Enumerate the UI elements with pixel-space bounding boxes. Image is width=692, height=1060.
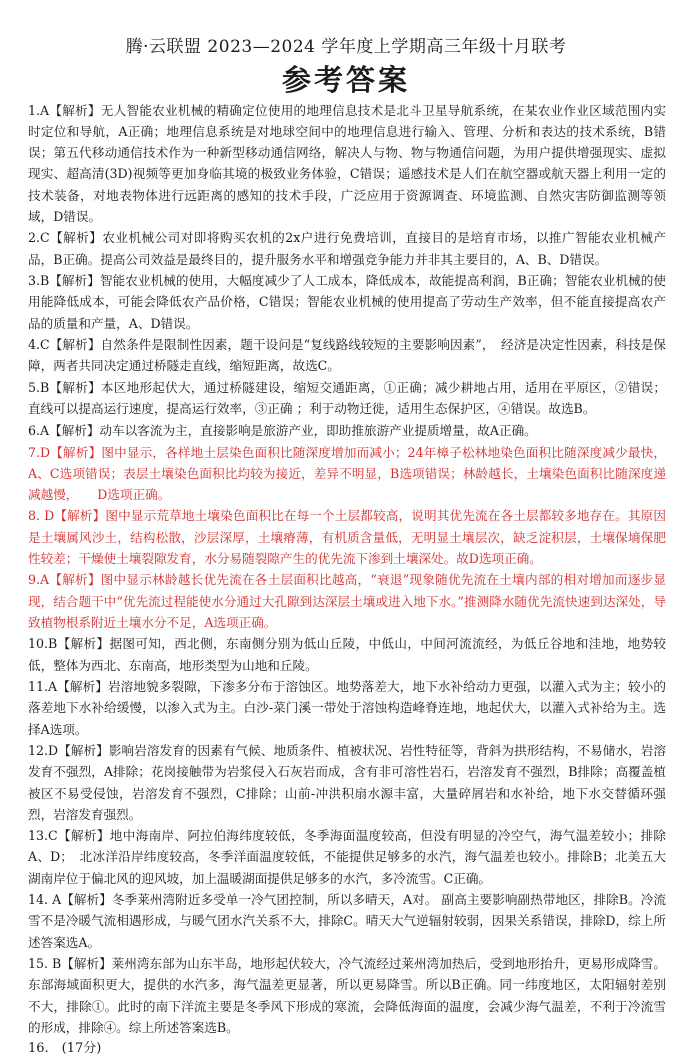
answer-item-14: 14. A【解析】冬季莱州湾附近多受单一冷气团控制，所以多晴天，A对。 副高主要影响副热带地区，排除B。冷流雪不是冷暖气流相遇形成，与暖气团水汽关系不大，排除C。晴天大气逆辐射较弱，因果关系错误，排除D，综上所述答案选A。 [28, 892, 666, 950]
answer-item-9: 9.A【解析】图中显示林龄越长优先流在各土层面积比越高，“衰退”现象随优先流在土壤内部的相对增加而逐步显现，结合题干中“优先流过程能使水分通过大孔隙到达深层土壤或进入地下水。”推测降水随优先流快速到达深处，导致植物根系附近土壤水分不足，A选项正确。 [28, 572, 666, 630]
answer-item-8: 8. D【解析】图中显示荒草地土壤染色面积比在每一个土层都较高，说明其优先流在各土层都较多地存在。其原因是土壤属风沙土，结构松散，沙层深厚，土壤瘠薄，有机质含量低，无明显土壤层次，缺乏淀积层，土壤保墒保肥性较差；干燥使土壤裂隙发育，水分易随裂隙产生的优先流下渗到土壤深处。故D选项正确。 [28, 508, 666, 566]
answer-list [28, 100, 666, 1060]
answer-item-12: 12.D【解析】影响岩溶发育的因素有气候、地质条件、植被状况、岩性特征等，背斜为拱形结构，不易储水，岩溶发育不强烈，A排除；花岗接触带为岩浆侵入石灰岩而成，含有非可溶性岩石，岩溶发育不强烈，B排除；高覆盖植被区不易受侵蚀，岩溶发育不强烈，C排除；山前-冲洪积扇水源丰富，大量碎屑岩和水补给，地下水交替循环强烈，岩溶发育强烈。 [28, 743, 666, 822]
answer-item-2: 2.C【解析】农业机械公司对即将购买农机的2x户进行免费培训，直接目的是培育市场，以推广智能农业机械产品，B正确。提高公司效益是最终目的，提升服务水平和增强竞争能力并非其主要目的，A、B、D错误。 [28, 230, 666, 267]
answer-item-6: 6.A【解析】动车以客流为主，直接影响是旅游产业，即助推旅游产业提质增量，故A正确。 [28, 422, 537, 438]
answer-item-7: 7.D【解析】图中显示，各样地土层染色面积比随深度增加而减小；24年樟子松林地染色面积比随深度减少最快，A、C选项错误；表层土壤染色面积比均较为接近，差异不明显，B选项错误；林龄越长，土壤染色面积比随深度递减越慢， D选项正确。 [28, 444, 666, 502]
answer-item-4: 4.C【解析】自然条件是限制性因素，题干设问是“复线路线较短的主要影响因素”， 经济是决定性因素，科技是保障，两者共同决定通过桥隧走直线，缩短距离，故选C。 [28, 337, 666, 374]
answer-item-3: 3.B【解析】智能农业机械的使用，大幅度减少了人工成本，降低成本，故能提高利润，B正确；智能农业机械的使用能降低成本，可能会降低农产品价格，C错误；智能农业机械的使用提高了劳动生产效率，但不能直接提高农产品的质量和产量，A、D错误。 [28, 273, 666, 331]
page-title: 参考答案 [281, 63, 410, 97]
answer-item-11: 11.A【解析】岩溶地貌多裂隙，下渗多分布于溶蚀区。地势落差大，地下水补给动力更强，以灌入式为主；较小的落差地下水补给缓慢，以渗入式为主。白沙-菜门溪一带处于溶蚀构造峰脊连地，地起伏大，以灌入式补给为主。选择A选项。 [28, 679, 666, 737]
exam-header: 腾·云联盟 2023—2024 学年度上学期高三年级十月联考 [125, 37, 567, 57]
answer-item-16: 16. (17分) [28, 1041, 102, 1057]
answer-item-5: 5.B【解析】本区地形起伏大，通过桥隧建设，缩短交通距离，①正确；减少耕地占用，适用在平原区，②错误；直线可以提高运行速度，提高运行效率，③正确 ；利于动物迁徙，适用生态保护区，④错误。故选B。 [28, 380, 666, 417]
answer-item-13: 13.C【解析】地中海南岸、阿拉伯海纬度较低，冬季海面温度较高，但没有明显的冷空气，海气温差较小；排除A、D； 北冰洋沿岸纬度较高，冬季洋面温度较低，不能提供足够多的水汽，海气温差也较小。排除B；北美五大湖南岸位于偏北风的迎风坡，加上温暖湖面提供足够多的水汽，多冷流雪。C正确。 [28, 828, 666, 886]
answer-item-15: 15. B【解析】莱州湾东部为山东半岛，地形起伏较大，冷气流经过莱州湾加热后，受到地形抬升，更易形成降雪。东部海域面积更大，提供的水汽多，海气温差更显著，所以更易降雪。所以B正确。同一纬度地区，太阳辐射差别不大，排除①。此时的南下洋流主要是冬季风下形成的寒流，会降低海面的温度，会减少海气温差，不利于冷流雪的形成，排除④。综上所述答案选B。 [28, 956, 666, 1035]
answer-item-10: 10.B【解析】据图可知，西北侧，东南侧分别为低山丘陵，中低山，中间河流流经，为低丘谷地和洼地，地势较低，整体为西北、东南高，地形类型为山地和丘陵。 [28, 636, 666, 673]
answer-item-1: 1.A【解析】无人智能农业机械的精确定位使用的地理信息技术是北斗卫星导航系统，在某农业作业区域范围内实时定位和导航，A正确；地理信息系统是对地球空间中的地理信息进行输入、管理、分析和表达的技术系统，B错误；第五代移动通信技术作为一种新型移动通信网络，解决人与物、物与物通信问题，为用户提供增强现实、虚拟现实、超高清(3D)视频等更加身临其境的极致业务体验，C错误；遥感技术是人们在航空器或航天器上利用一定的技术装备，对地表物体进行远距离的感知的技术手段，广泛应用于资源调查、环境监测、自然灾害防御监测等领域，D错误。 [28, 103, 666, 224]
